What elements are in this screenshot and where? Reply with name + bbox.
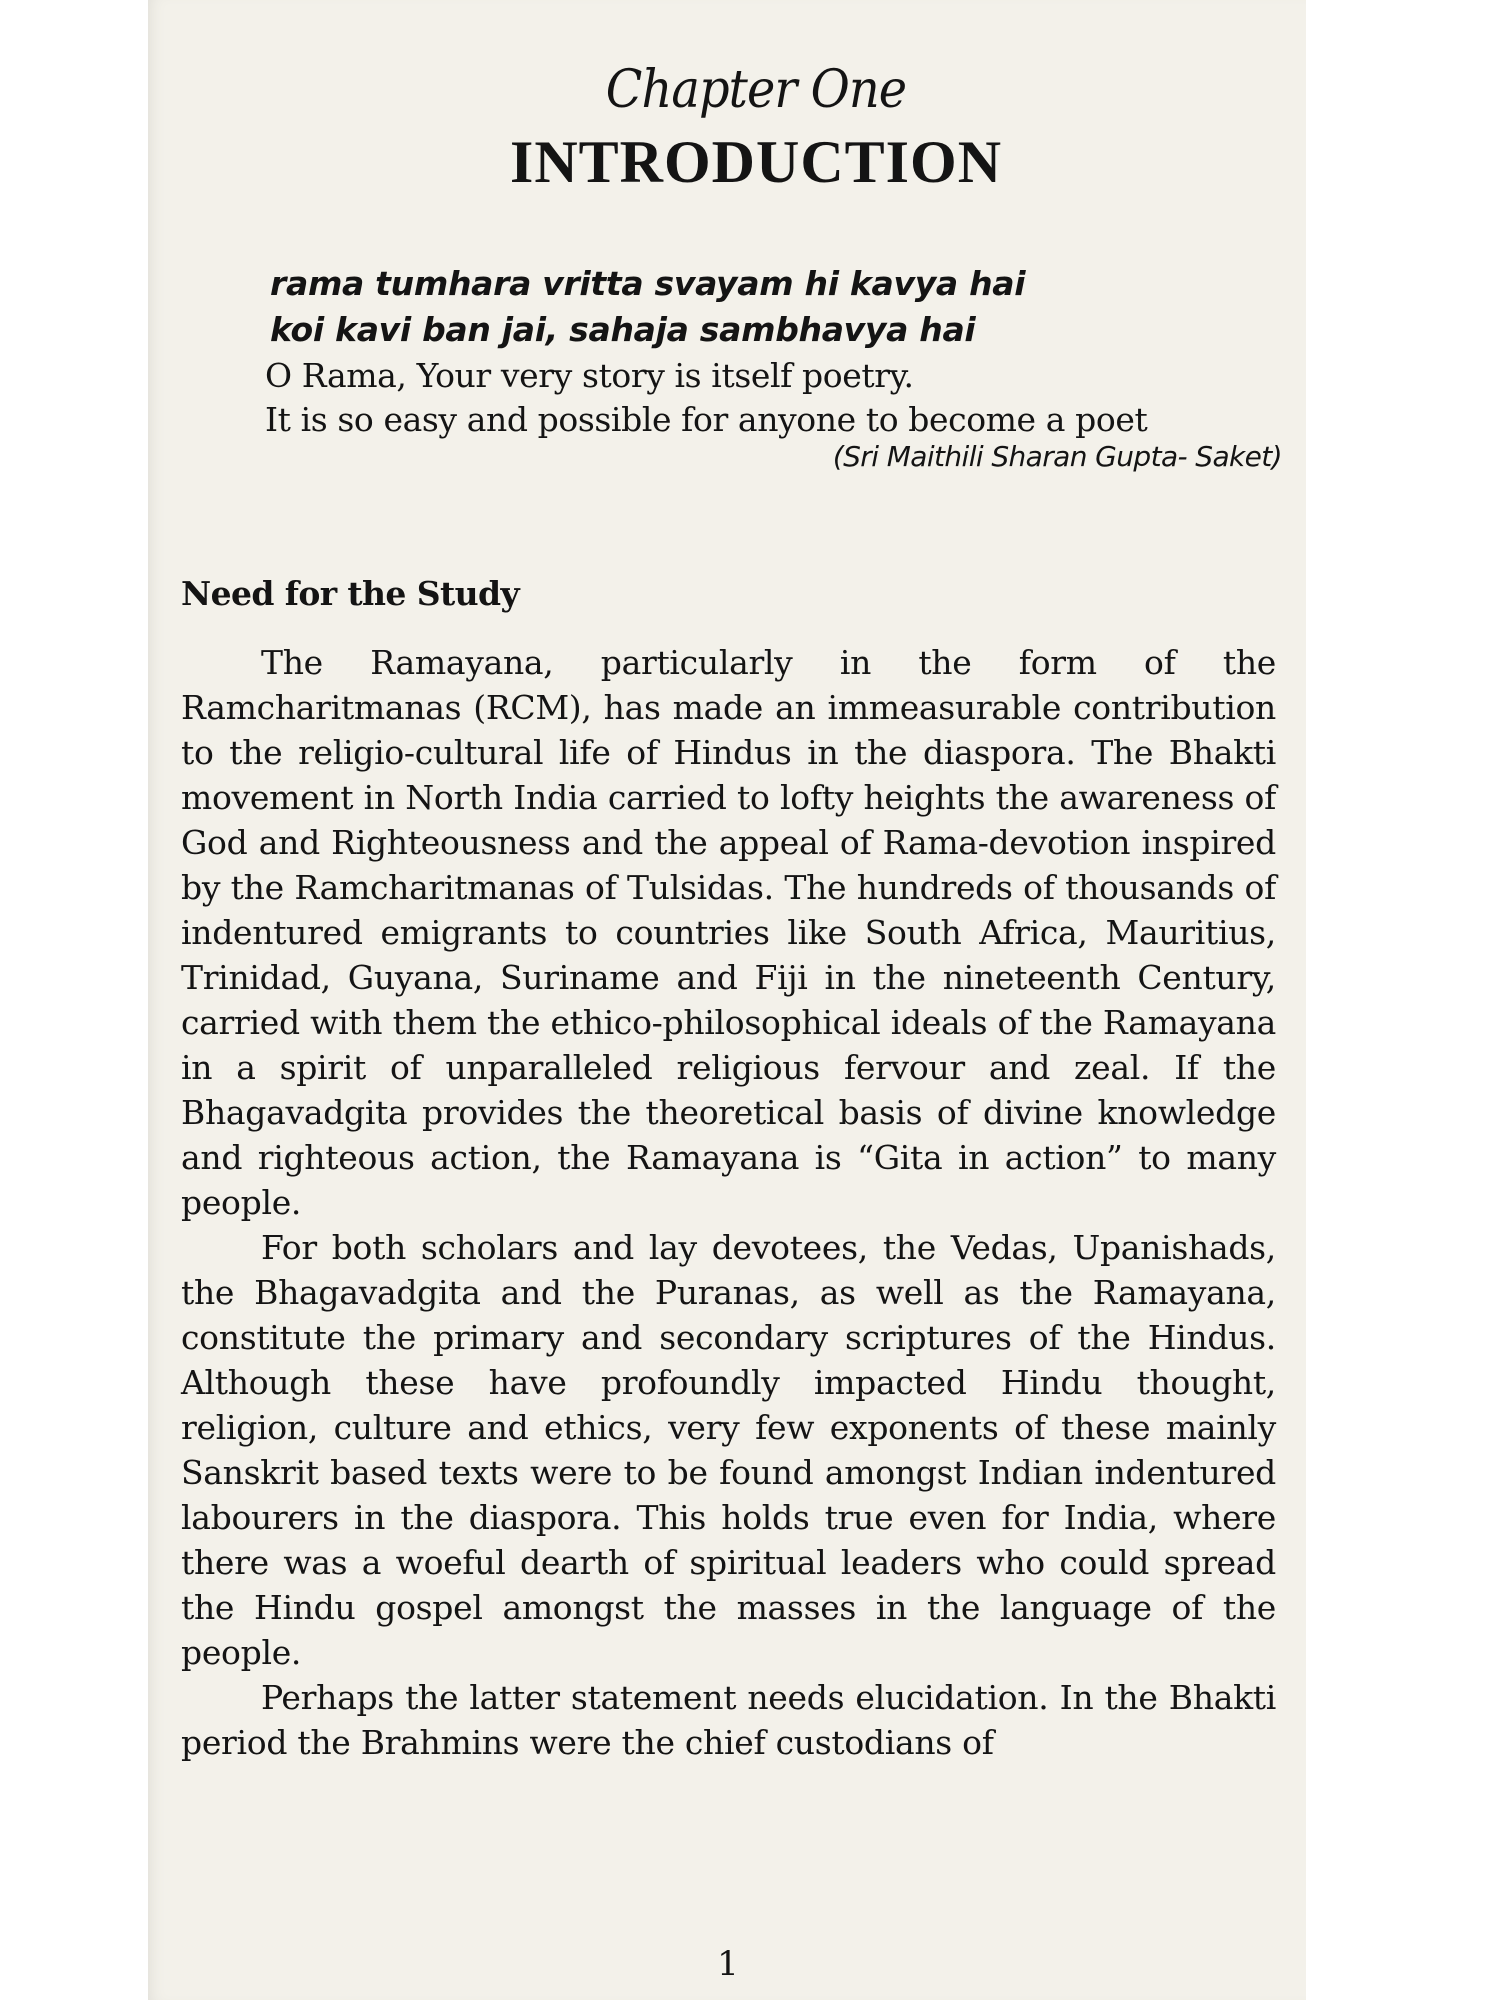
chapter-title: INTRODUCTION [509, 129, 1003, 195]
body-text [181, 640, 1276, 1765]
paragraph: Perhaps the latter statement needs elucidation. In the Bhakti period the Brahmins were the chief custodians of [181, 1678, 1276, 1762]
chapter-label: Chapter One [605, 60, 907, 120]
paragraph: The Ramayana, particularly in the form of the Ramcharitmanas (RCM), has made an immeasurable contribution to the religio-cultural life of Hindus in the diaspora. The Bhakti movement in North India carried to lofty heights the awareness of God and Righteousness and the appeal of Rama-devotion inspired by the Ramcharitmanas of Tulsidas. The hundreds of thousands of indentured emigrants to countries like South Africa, Mauritius, Trinidad, Guyana, Suriname and Fiji in the nineteenth Century, carried with them the ethico-philosophical ideals of the Ramayana in a spirit of unparalleled religious fervour and zeal. If the Bhagavadgita provides the theoretical basis of divine knowledge and righteous action, the Ramayana is “Gita in action” to many people. [181, 643, 1276, 1222]
epigraph-verse-line-1: rama tumhara vritta svayam hi kavya hai [270, 264, 1026, 303]
epigraph-attribution: (Sri Maithili Sharan Gupta- Saket) [832, 440, 1282, 473]
page-number: 1 [717, 1944, 739, 1984]
epigraph-verse-line-2: koi kavi ban jai, sahaja sambhavya hai [270, 310, 976, 349]
epigraph-translation-line-1: O Rama, Your very story is itself poetry. [265, 356, 914, 395]
epigraph-translation-line-2: It is so easy and possible for anyone to become a poet [265, 400, 1148, 439]
section-heading: Need for the Study [181, 574, 520, 613]
paragraph: For both scholars and lay devotees, the Vedas, Upanishads, the Bhagavadgita and the Puranas, as well as the Ramayana, constitute the primary and secondary scriptures of the Hindus. Although these have profoundly impacted Hindu thought, religion, culture and ethics, very few exponents of these mainly Sanskrit based texts were to be found amongst Indian indentured labourers in the diaspora. This holds true even for India, where there was a woeful dearth of spiritual leaders who could spread the Hindu gospel amongst the masses in the language of the people. [181, 1228, 1276, 1672]
